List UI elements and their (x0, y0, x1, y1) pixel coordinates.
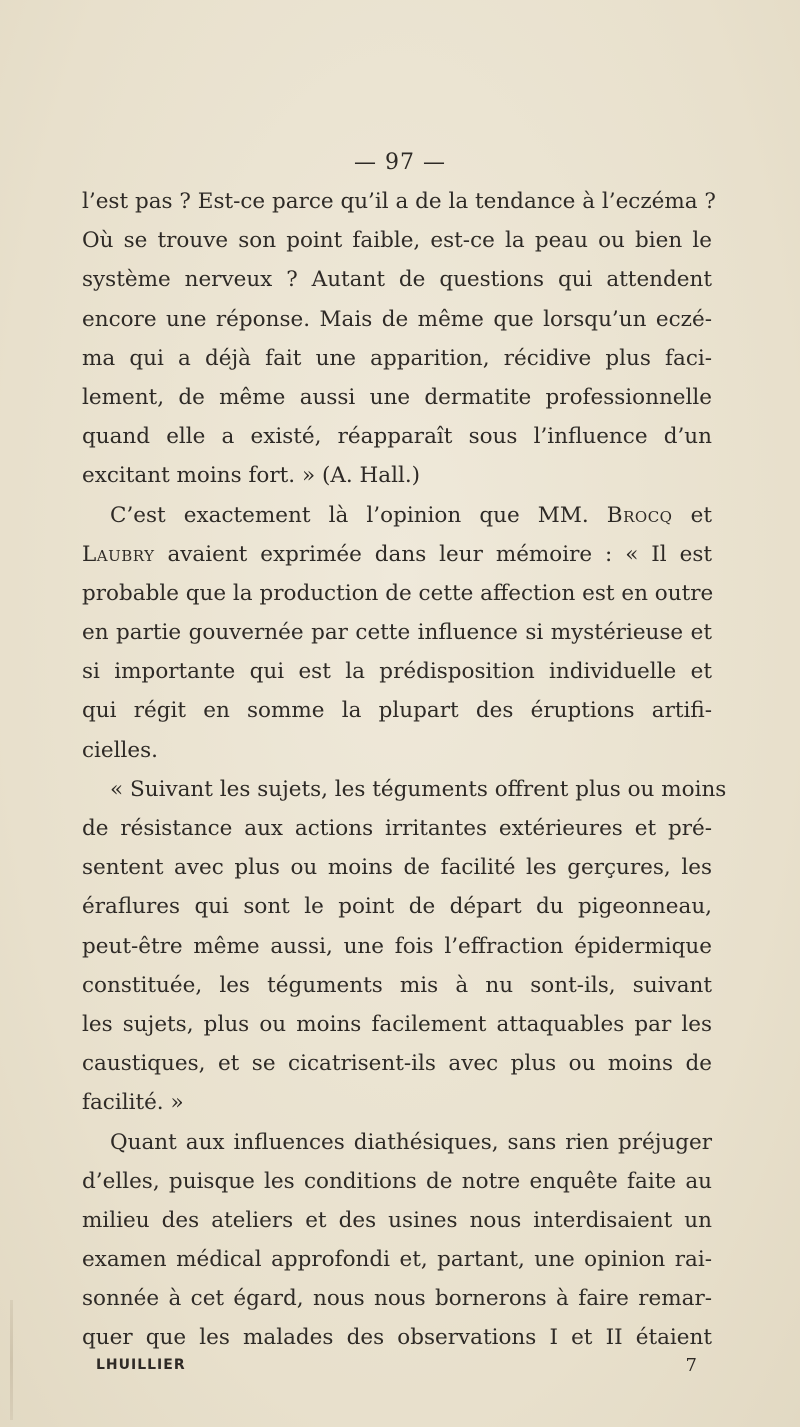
page-footer (96, 1357, 698, 1381)
text-fragment: avaient exprimée dans leur mémoire : « Il est (167, 541, 713, 567)
text-line: encore une réponse. Mais de même que lorsqu’un eczé- (82, 306, 712, 332)
text-line: éraflures qui sont le point de départ du pigeonneau, (82, 894, 712, 920)
text-line: « Suivant les sujets, les téguments offrent plus ou moins (110, 776, 727, 802)
text-line: sonnée à cet égard, nous nous bornerons à faire remar- (82, 1286, 712, 1312)
text-line: l’est pas ? Est-ce parce qu’il a de la tendance à l’eczéma ? (82, 189, 716, 214)
text-line: si importante qui est la prédisposition individuelle et (82, 659, 712, 685)
text-line (82, 496, 712, 535)
text-line: les sujets, plus ou moins facilement attaquables par les (82, 1011, 712, 1037)
author-name-laubry: Laubry (82, 541, 155, 567)
text-line: cielles. (82, 737, 158, 763)
text-line: d’elles, puisque les conditions de notre enquête faite au (82, 1168, 712, 1194)
sheet-number: 7 (685, 1355, 698, 1376)
text-fragment: C’est exactement là l’opinion que MM. (110, 502, 589, 528)
text-line: examen médical approfondi et, partant, une opinion rai- (82, 1247, 712, 1273)
text-line: ma qui a déjà fait une apparition, récidive plus faci- (82, 345, 712, 371)
text-line: caustiques, et se cicatrisent-ils avec plus ou moins de (82, 1051, 712, 1077)
text-line: peut-être même aussi, une fois l’effraction épidermique (82, 933, 712, 959)
text-line: constituée, les téguments mis à nu sont-ils, suivant (82, 972, 712, 998)
text-line (82, 535, 712, 574)
printer-signature: LHUILLIER (96, 1357, 186, 1373)
text-fragment: et (690, 502, 712, 528)
text-line: Quant aux influences diathésiques, sans rien préjuger (110, 1129, 712, 1155)
margin-shadow (10, 1300, 13, 1420)
text-line: système nerveux ? Autant de questions qui attendent (82, 267, 712, 293)
text-line: facilité. » (82, 1090, 184, 1116)
text-line: de résistance aux actions irritantes extérieures et pré- (82, 816, 712, 841)
text-line: quer que les malades des observations I et II étaient (82, 1325, 712, 1351)
text-line: lement, de même aussi une dermatite professionnelle (82, 384, 712, 410)
text-line: excitant moins fort. » (A. Hall.) (82, 463, 421, 489)
author-name-brocq: Brocq (606, 502, 673, 528)
text-line: quand elle a existé, réapparaît sous l’influence d’un (82, 424, 712, 450)
text-line: sentent avec plus ou moins de facilité les gerçures, les (82, 855, 712, 881)
text-line: qui régit en somme la plupart des éruptions artifi- (82, 698, 712, 724)
text-line: Où se trouve son point faible, est-ce la peau ou bien le (82, 228, 712, 254)
page-number: — 97 — (354, 150, 446, 175)
body-text (82, 182, 727, 1358)
text-line: en partie gouvernée par cette influence si mystérieuse et (82, 620, 712, 646)
text-line: milieu des ateliers et des usines nous interdisaient un (82, 1207, 712, 1233)
text-line: probable que la production de cette affection est en outre (82, 580, 714, 606)
